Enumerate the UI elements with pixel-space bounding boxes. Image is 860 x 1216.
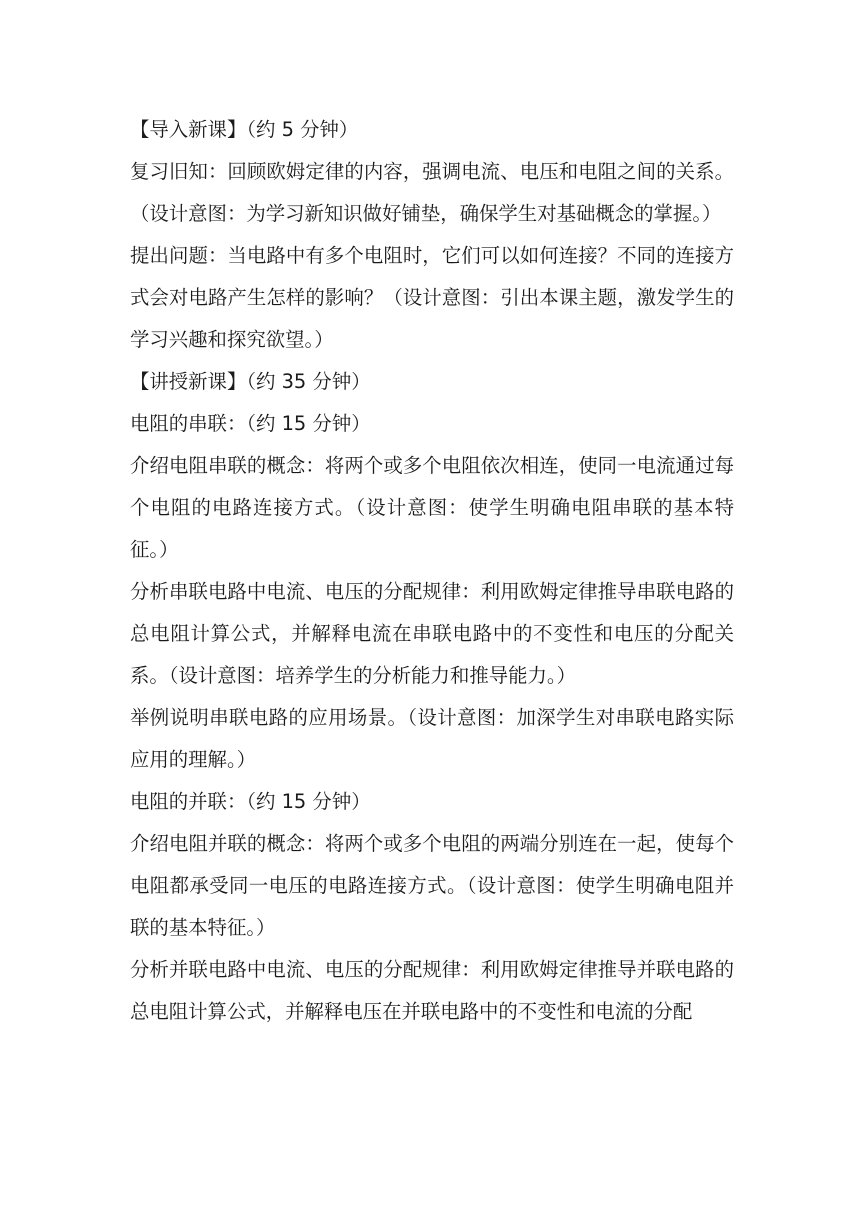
paragraph-review: 复习旧知：回顾欧姆定律的内容，强调电流、电压和电阻之间的关系。（设计意图：为学习新知识做好铺垫，确保学生对基础概念的掌握。） [130, 160, 734, 225]
paragraph-series-example: 举例说明串联电路的应用场景。（设计意图：加深学生对串联电路实际应用的理解。） [130, 706, 734, 771]
paragraph-question: 提出问题：当电路中有多个电阻时，它们可以如何连接？不同的连接方式会对电路产生怎样的影响？（设计意图：引出本课主题，激发学生的学习兴趣和探究欲望。） [130, 244, 734, 351]
paragraph-series-analysis: 分析串联电路中电流、电压的分配规律：利用欧姆定律推导串联电路的总电阻计算公式，并解释电流在串联电路中的不变性和电压的分配关系。（设计意图：培养学生的分析能力和推导能力。） [130, 580, 734, 687]
paragraph-parallel-concept: 介绍电阻并联的概念：将两个或多个电阻的两端分别连在一起，使每个电阻都承受同一电压的电路连接方式。（设计意图：使学生明确电阻并联的基本特征。） [130, 832, 734, 939]
paragraph-parallel-analysis: 分析并联电路中电流、电压的分配规律：利用欧姆定律推导并联电路的总电阻计算公式，并解释电压在并联电路中的不变性和电流的分配 [130, 958, 734, 1023]
section-heading-new-lesson: 【讲授新课】（约 35 分钟） [130, 370, 371, 393]
paragraph-series-concept: 介绍电阻串联的概念：将两个或多个电阻依次相连，使同一电流通过每个电阻的电路连接方式。（设计意图：使学生明确电阻串联的基本特征。） [130, 454, 734, 561]
subheading-parallel: 电阻的并联：（约 15 分钟） [130, 790, 371, 813]
section-heading-intro: 【导入新课】（约 5 分钟） [130, 118, 359, 141]
subheading-series: 电阻的串联：（约 15 分钟） [130, 412, 371, 435]
document-page [130, 109, 734, 1033]
